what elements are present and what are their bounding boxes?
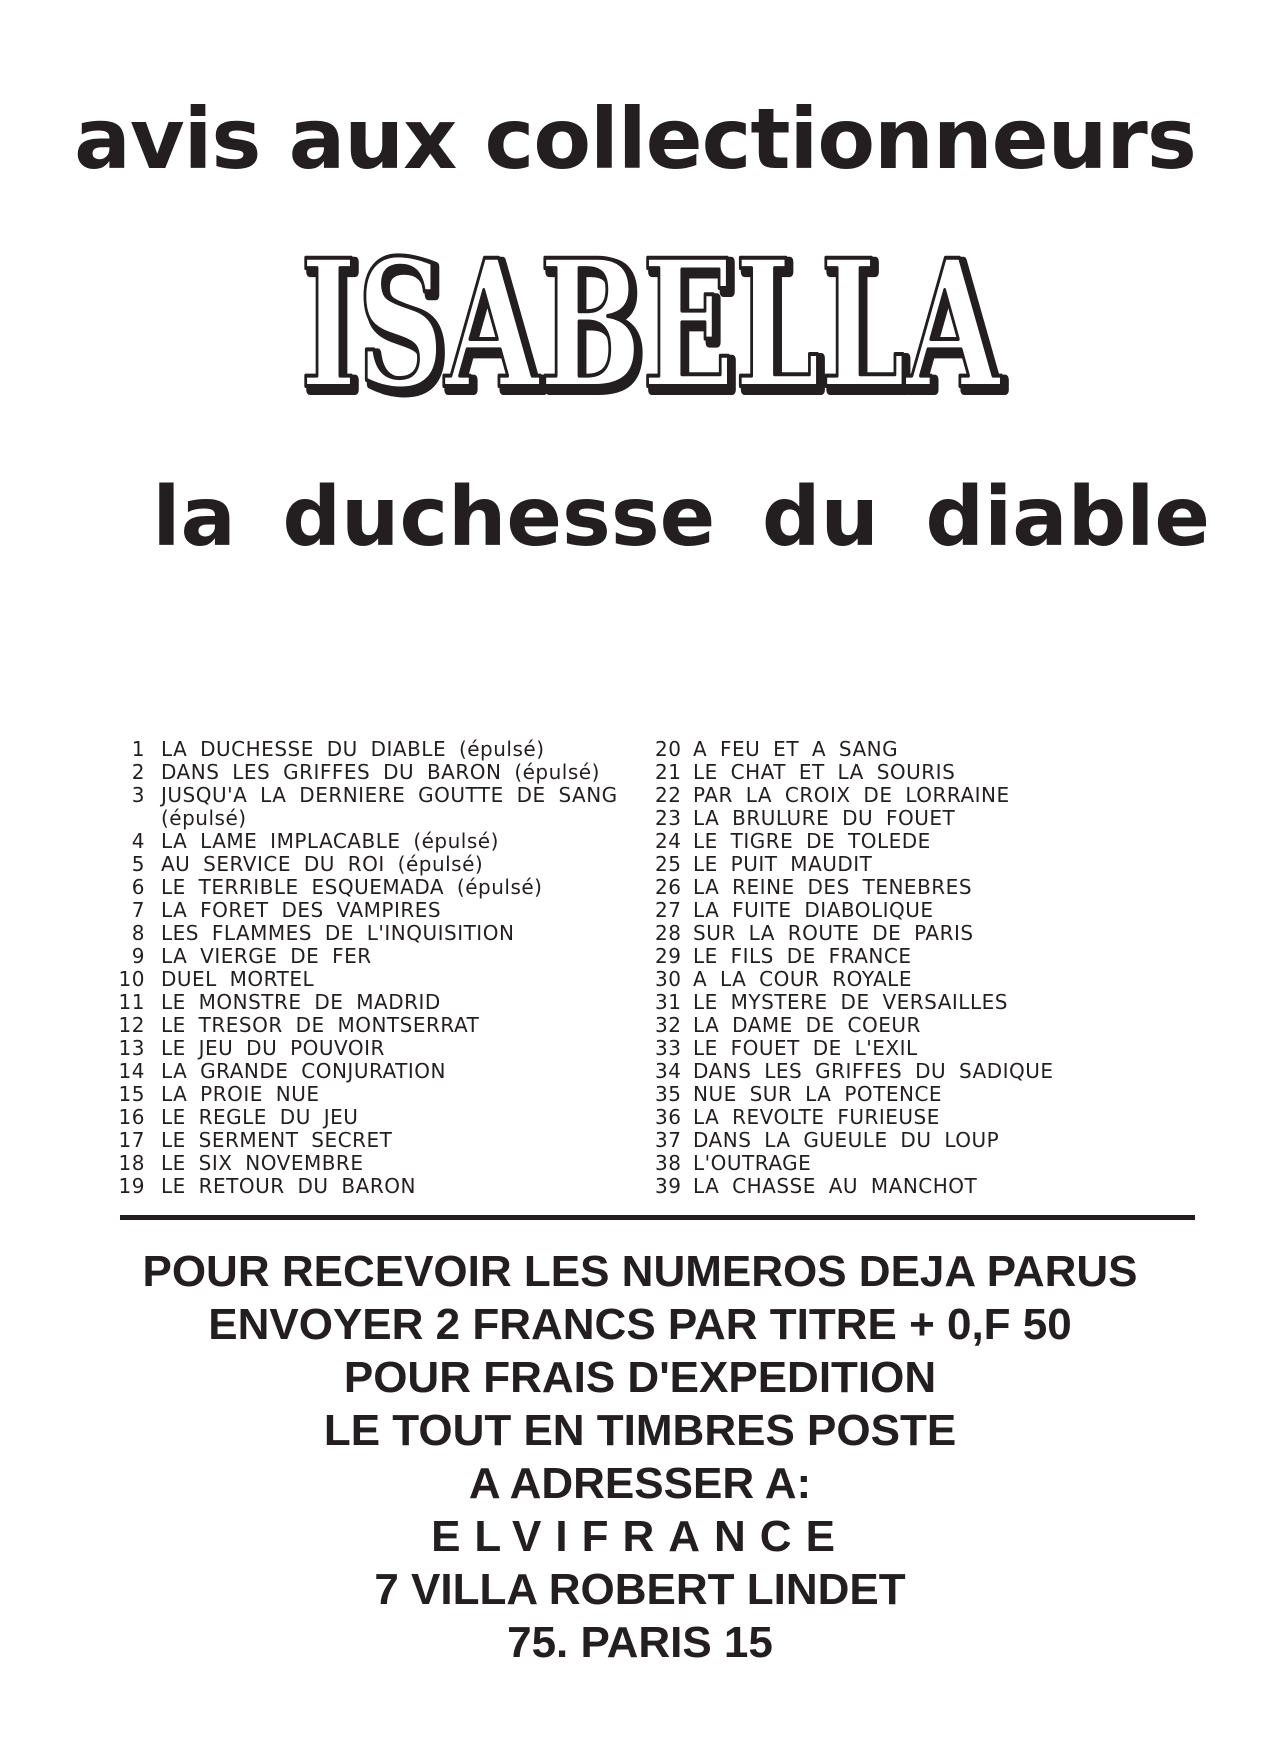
order-line-1: POUR RECEVOIR LES NUMEROS DEJA PARUS [142,1247,1138,1296]
issue-number: 35 [655,1082,682,1106]
issue-title: LA CHASSE AU MANCHOT [693,1174,978,1198]
issue-number: 9 [131,944,145,968]
isabella-logo-shadow: ISABELLA [304,240,1006,410]
issue-number: 39 [655,1174,682,1198]
issue-row [655,1106,1215,1129]
issue-number: 17 [118,1128,145,1152]
issue-title: LA BRULURE DU FOUET [693,806,956,830]
issue-row [115,1175,675,1198]
issue-title: LE PUIT MAUDIT [693,852,873,876]
issue-title: JUSQU'A LA DERNIERE GOUTTE DE SANG [161,783,618,807]
issue-number: 20 [655,737,682,761]
issue-number: 29 [655,944,682,968]
issue-title: LA FORET DES VAMPIRES [161,898,442,922]
issue-number: 15 [118,1082,145,1106]
issue-number: 27 [655,898,682,922]
issue-title: DANS LA GUEULE DU LOUP [693,1128,1000,1152]
issue-number: 11 [118,990,145,1014]
issue-number: 13 [118,1036,145,1060]
issue-number: 31 [655,990,682,1014]
issue-number: 3 [131,783,145,807]
issue-title: LA LAME IMPLACABLE (épulsé) [161,829,499,853]
issue-title: LE TRESOR DE MONTSERRAT [161,1013,480,1037]
publisher-name: ELVIFRANCE [431,1512,849,1561]
issue-title: LE JEU DU POUVOIR [161,1036,385,1060]
issue-number: 21 [655,760,682,784]
issue-title: LA GRANDE CONJURATION [161,1059,446,1083]
issue-title: LE RETOUR DU BARON [161,1174,416,1198]
order-line-5: A ADRESSER A: [468,1459,812,1508]
issue-row [655,1014,1215,1037]
issue-number: 22 [655,783,682,807]
issue-title: LA REINE DES TENEBRES [693,875,973,899]
issue-title: LE TIGRE DE TOLEDE [693,829,931,853]
issue-row [655,853,1215,876]
issue-row [115,1129,675,1152]
issue-row [115,1014,675,1037]
issue-row [655,922,1215,945]
issue-number: 24 [655,829,682,853]
page-heading: avis aux collectionneurs [74,90,1196,188]
issue-number: 23 [655,806,682,830]
issue-row [655,1037,1215,1060]
issue-title: SUR LA ROUTE DE PARIS [693,921,974,945]
issue-list-right [655,738,1215,1198]
issue-number: 12 [118,1013,145,1037]
issue-title: (épulsé) [161,806,247,830]
issue-row [115,1106,675,1129]
order-line-2: ENVOYER 2 FRANCS PAR TITRE + 0,F 50 [208,1300,1072,1349]
issue-row [655,1152,1215,1175]
issue-title: LE SIX NOVEMBRE [161,1151,364,1175]
isabella-logo-outline: ISABELLA [300,240,1002,410]
issue-number: 26 [655,875,682,899]
issue-row [115,876,675,899]
issue-row [115,1060,675,1083]
issue-row [115,784,675,807]
series-subtitle: la duchesse du diable [152,470,1210,565]
issue-title: LA DAME DE COEUR [693,1013,921,1037]
issue-number: 16 [118,1105,145,1129]
issue-row [655,830,1215,853]
issue-number: 18 [118,1151,145,1175]
issue-number: 10 [118,967,145,991]
issue-number: 14 [118,1059,145,1083]
issue-title: LA DUCHESSE DU DIABLE (épulsé) [161,737,545,761]
issue-list-left [115,738,675,1198]
issue-title: LA FUITE DIABOLIQUE [693,898,934,922]
issue-row [655,899,1215,922]
issue-row [655,761,1215,784]
issue-row [115,853,675,876]
issue-row [115,922,675,945]
issue-number: 33 [655,1036,682,1060]
issue-number: 6 [131,875,145,899]
issue-number: 7 [131,898,145,922]
issue-title: LE TERRIBLE ESQUEMADA (épulsé) [161,875,543,899]
issue-title: AU SERVICE DU ROI (épulsé) [161,852,484,876]
issue-title: LA PROIE NUE [161,1082,320,1106]
issue-title: LE MYSTERE DE VERSAILLES [693,990,1008,1014]
issue-title: LA REVOLTE FURIEUSE [693,1105,940,1129]
issue-title: LES FLAMMES DE L'INQUISITION [161,921,515,945]
issue-row [115,761,675,784]
issue-row [655,738,1215,761]
issue-number: 1 [131,737,145,761]
issue-title: LE MONSTRE DE MADRID [161,990,441,1014]
issue-title: LE FILS DE FRANCE [693,944,912,968]
issue-title: A FEU ET A SANG [693,737,899,761]
issue-title: PAR LA CROIX DE LORRAINE [693,783,1010,807]
issue-title: LE REGLE DU JEU [161,1105,359,1129]
issue-number: 28 [655,921,682,945]
issue-number: 5 [131,852,145,876]
order-line-3: POUR FRAIS D'EXPEDITION [343,1353,937,1402]
issue-number: 32 [655,1013,682,1037]
issue-row [115,1037,675,1060]
issue-number: 37 [655,1128,682,1152]
issue-row [115,968,675,991]
order-line-4: LE TOUT EN TIMBRES POSTE [323,1406,957,1455]
issue-row [655,945,1215,968]
issue-row [115,807,675,830]
issue-row [655,991,1215,1014]
issue-row [655,968,1215,991]
issue-number: 36 [655,1105,682,1129]
issue-row [115,830,675,853]
issue-row [655,784,1215,807]
issue-title: DANS LES GRIFFES DU SADIQUE [693,1059,1054,1083]
publisher-city: 75. PARIS 15 [507,1618,773,1667]
issue-title: NUE SUR LA POTENCE [693,1082,943,1106]
issue-row [115,738,675,761]
issue-title: L'OUTRAGE [693,1151,812,1175]
issue-row [655,1083,1215,1106]
isabella-logo [290,240,1010,410]
issue-title: LE FOUET DE L'EXIL [693,1036,918,1060]
issue-row [655,1060,1215,1083]
issue-title: LE SERMENT SECRET [161,1128,393,1152]
publisher-street: 7 VILLA ROBERT LINDET [374,1565,906,1614]
issue-number: 34 [655,1059,682,1083]
isabella-logo-inline: ISABELLA [300,240,1002,410]
issue-number: 38 [655,1151,682,1175]
issue-row [115,899,675,922]
issue-row [115,1083,675,1106]
issue-row [655,807,1215,830]
issue-row [655,1129,1215,1152]
issue-row [655,876,1215,899]
issue-title: LA VIERGE DE FER [161,944,372,968]
issue-title: A LA COUR ROYALE [693,967,912,991]
issue-row [115,991,675,1014]
issue-number: 2 [131,760,145,784]
issue-row [115,945,675,968]
divider-rule [120,1215,1195,1220]
issue-number: 25 [655,852,682,876]
issue-title: DANS LES GRIFFES DU BARON (épulsé) [161,760,600,784]
issue-row [655,1175,1215,1198]
issue-number: 19 [118,1174,145,1198]
issue-number: 8 [131,921,145,945]
issue-row [115,1152,675,1175]
order-instructions [0,1245,1280,1669]
issue-title: LE CHAT ET LA SOURIS [693,760,956,784]
issue-number: 4 [131,829,145,853]
issue-number: 30 [655,967,682,991]
issue-title: DUEL MORTEL [161,967,315,991]
